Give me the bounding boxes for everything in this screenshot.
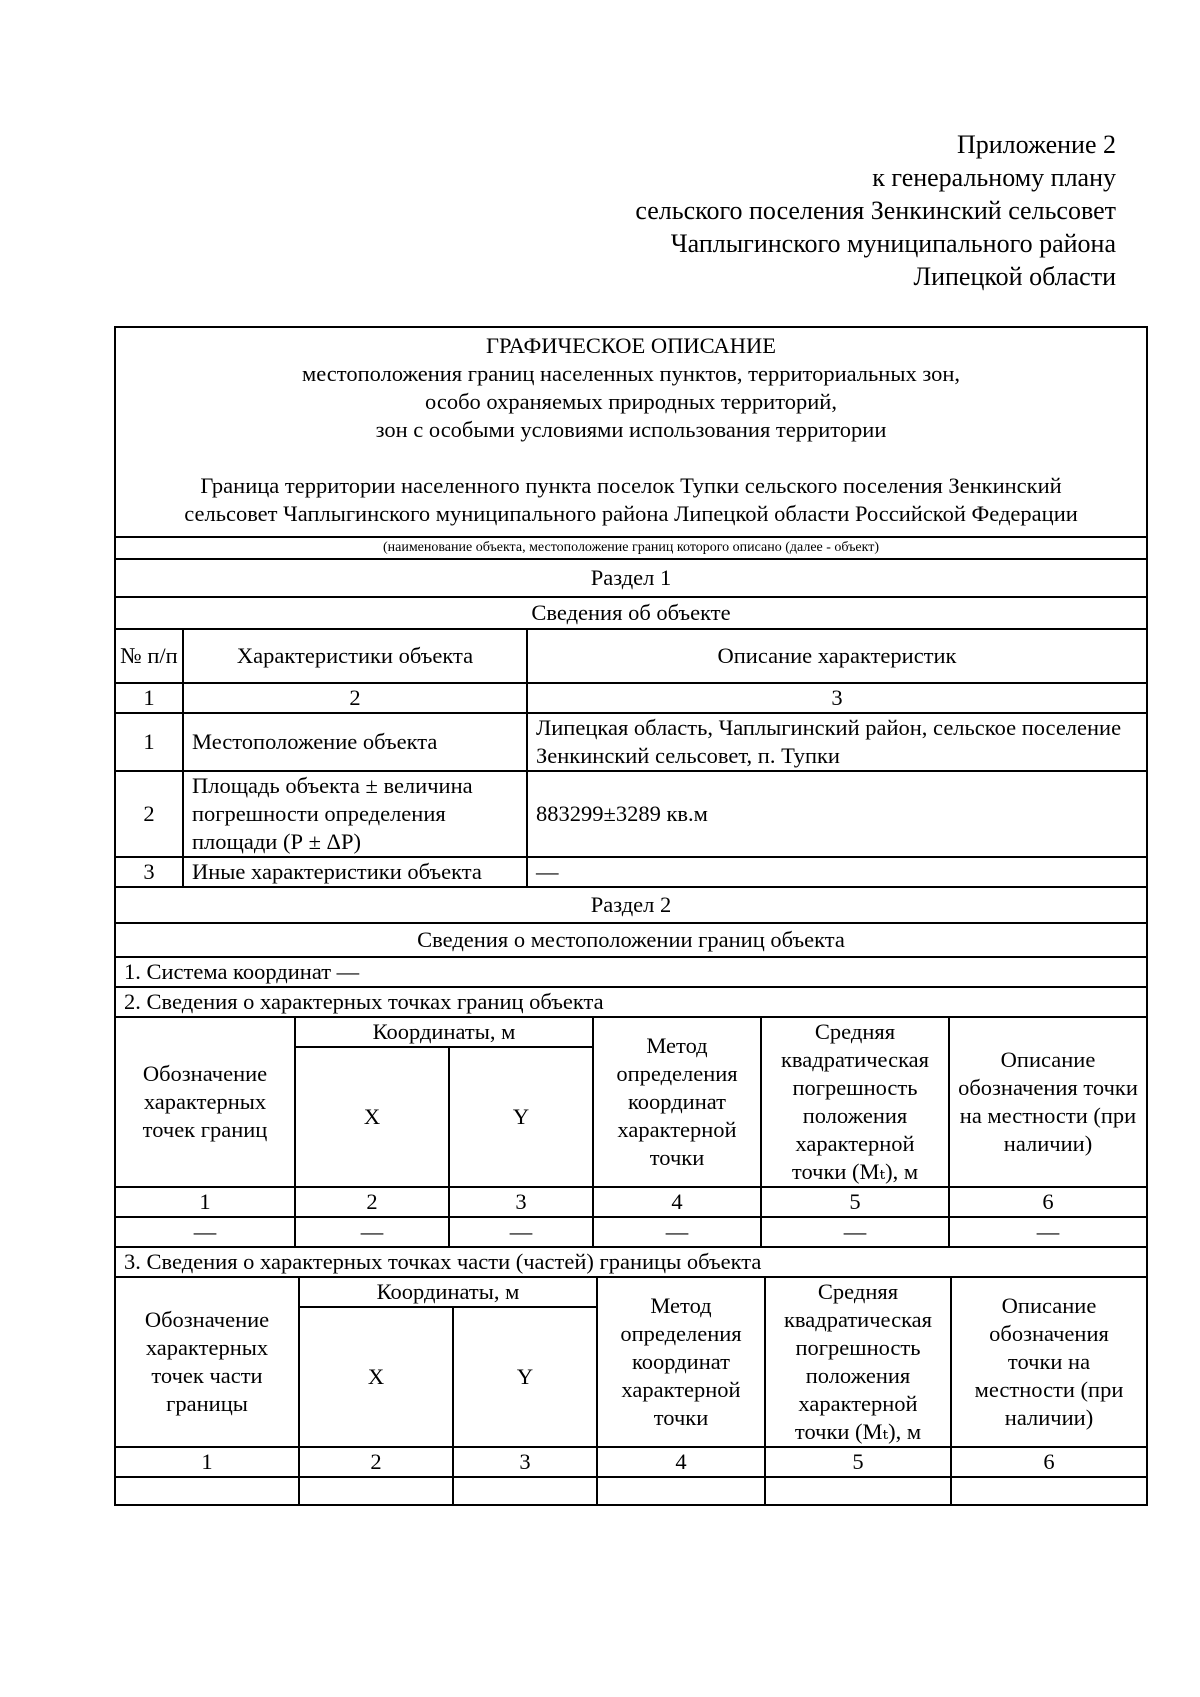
row-desc: — (527, 857, 1147, 887)
table-cell: — (949, 1217, 1147, 1247)
col-index: 5 (765, 1447, 951, 1477)
row-num: 1 (115, 713, 183, 771)
table-row (115, 771, 1147, 857)
row-char: Площадь объекта ± величина погрешности определения площади (Р ± ΔР) (183, 771, 527, 857)
appendix-line: к генеральному плану (872, 163, 1116, 192)
section1-heading: Сведения об объекте (115, 597, 1147, 629)
col-x: X (295, 1047, 449, 1187)
table-cell: — (115, 1217, 295, 1247)
points-table (114, 1018, 1148, 1278)
col-x: X (299, 1307, 453, 1447)
col-index: 6 (949, 1187, 1147, 1217)
appendix-line: Чаплыгинского муниципального района (670, 229, 1116, 258)
col-designation: Обозначение характерных точек части границы (115, 1278, 299, 1447)
object-name-line: сельсовет Чаплыгинского муниципального района Липецкой области Российской Федерации (184, 501, 1078, 526)
col-index: 6 (951, 1447, 1147, 1477)
table-cell (765, 1477, 951, 1505)
col-index: 2 (183, 683, 527, 713)
col-index: 3 (527, 683, 1147, 713)
title-line: зон с особыми условиями использования территории (375, 417, 887, 442)
table-cell (299, 1477, 453, 1505)
table-row (115, 713, 1147, 771)
table-cell (453, 1477, 597, 1505)
col-header-num: № п/п (115, 629, 183, 683)
section2-label: Раздел 2 (115, 887, 1147, 923)
col-index: 2 (295, 1187, 449, 1217)
table-cell: — (449, 1217, 593, 1247)
table-cell: — (761, 1217, 949, 1247)
table-row (115, 857, 1147, 887)
document-title (115, 327, 1147, 537)
col-designation: Обозначение характерных точек границ (115, 1018, 295, 1187)
row-char: Иные характеристики объекта (183, 857, 527, 887)
col-y: Y (449, 1047, 593, 1187)
title-line: особо охраняемых природных территорий, (425, 389, 837, 414)
object-name-line: Граница территории населенного пункта поселок Тупки сельского поселения Зенкинский (200, 473, 1062, 498)
col-point-desc: Описание обозначения точки на местности (при наличии) (951, 1278, 1147, 1447)
col-index: 5 (761, 1187, 949, 1217)
row-char: Местоположение объекта (183, 713, 527, 771)
col-index: 2 (299, 1447, 453, 1477)
row-num: 3 (115, 857, 183, 887)
col-header-char: Характеристики объекта (183, 629, 527, 683)
table-row (115, 1217, 1147, 1247)
col-error: Средняя квадратическая погрешность положения характерной точки (Mₜ), м (765, 1278, 951, 1447)
row-num: 2 (115, 771, 183, 857)
col-coords: Координаты, м (295, 1018, 593, 1047)
table-cell (597, 1477, 765, 1505)
table-cell: — (295, 1217, 449, 1247)
col-index: 3 (453, 1447, 597, 1477)
parts-table (114, 1278, 1148, 1506)
col-index: 1 (115, 1447, 299, 1477)
col-header-desc: Описание характеристик (527, 629, 1147, 683)
col-index: 3 (449, 1187, 593, 1217)
appendix-line: Липецкой области (913, 262, 1116, 291)
col-error: Средняя квадратическая погрешность положения характерной точки (Mₜ), м (761, 1018, 949, 1187)
col-index: 4 (593, 1187, 761, 1217)
title-heading: ГРАФИЧЕСКОЕ ОПИСАНИЕ (485, 333, 777, 358)
graphic-description-form (114, 326, 1146, 1506)
appendix-header (635, 128, 1116, 293)
col-y: Y (453, 1307, 597, 1447)
coord-system: 1. Система координат — (115, 957, 1147, 987)
table-cell: — (593, 1217, 761, 1247)
points-heading: 2. Сведения о характерных точках границ объекта (115, 987, 1147, 1017)
appendix-line: сельского поселения Зенкинский сельсовет (635, 196, 1116, 225)
col-point-desc: Описание обозначения точки на местности (при наличии) (949, 1018, 1147, 1187)
table-cell (115, 1477, 299, 1505)
parts-heading: 3. Сведения о характерных точках части (частей) границы объекта (115, 1247, 1147, 1277)
col-index: 1 (115, 683, 183, 713)
col-index: 1 (115, 1187, 295, 1217)
object-name-note: (наименование объекта, местоположение границ которого описано (далее - объект) (115, 537, 1147, 559)
row-desc: 883299±3289 кв.м (527, 771, 1147, 857)
table-cell (951, 1477, 1147, 1505)
section2-heading: Сведения о местоположении границ объекта (115, 923, 1147, 957)
appendix-line: Приложение 2 (956, 130, 1116, 159)
section1-label: Раздел 1 (115, 559, 1147, 597)
table-row (115, 1477, 1147, 1505)
col-index: 4 (597, 1447, 765, 1477)
col-method: Метод определения координат характерной точки (593, 1018, 761, 1187)
section1-table (114, 326, 1148, 1018)
title-line: местоположения границ населенных пунктов, территориальных зон, (302, 361, 960, 386)
row-desc: Липецкая область, Чаплыгинский район, сельское поселение Зенкинский сельсовет, п. Тупки (527, 713, 1147, 771)
col-method: Метод определения координат характерной точки (597, 1278, 765, 1447)
col-coords: Координаты, м (299, 1278, 597, 1307)
